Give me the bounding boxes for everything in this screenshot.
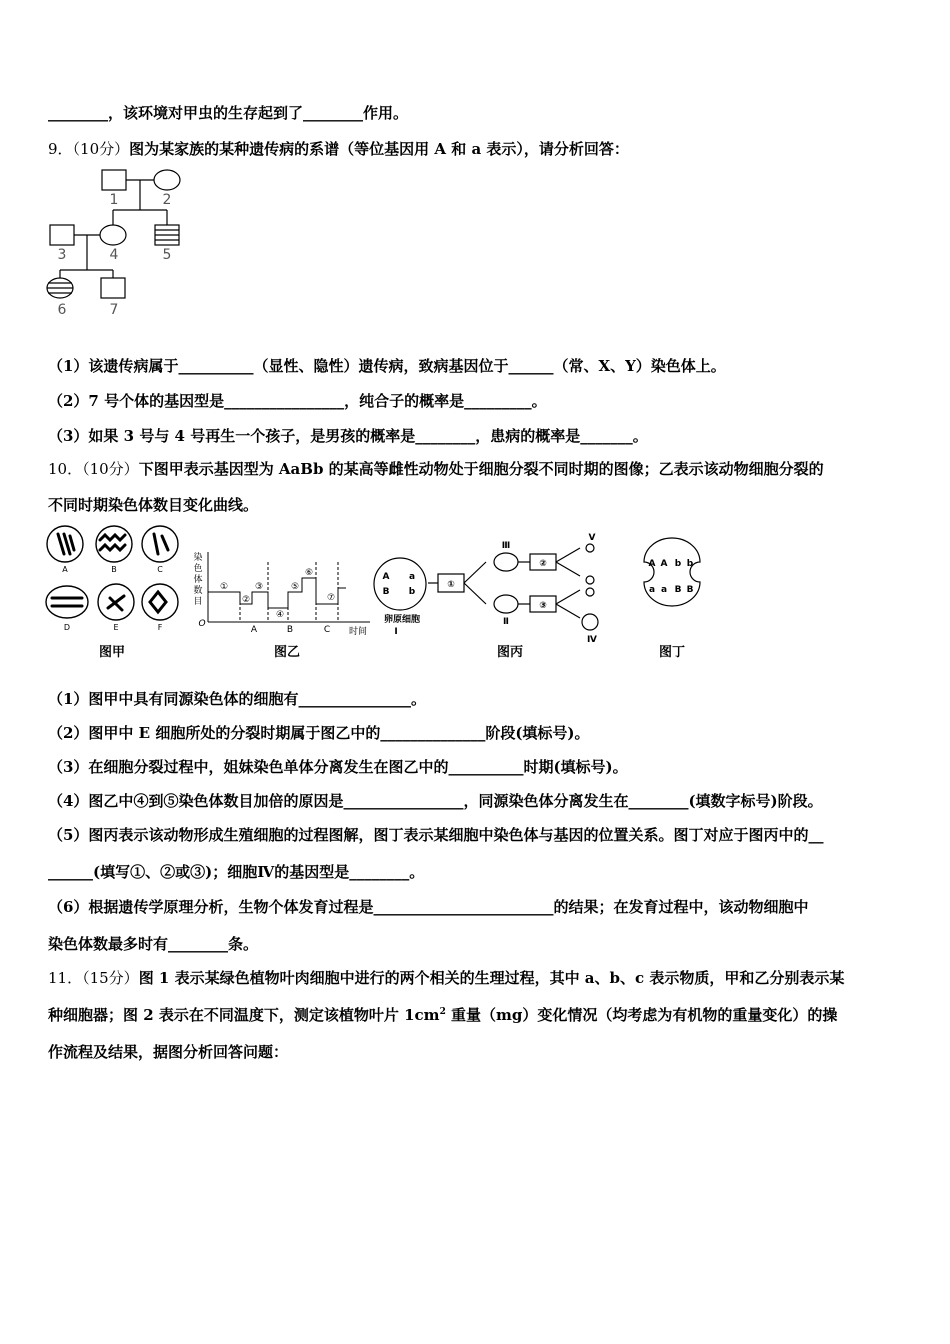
- yi-stage-2: ②: [241, 595, 251, 605]
- pedigree-label-4: 4: [109, 247, 119, 263]
- bing-step-2-label: ②: [539, 559, 547, 569]
- figure-ding: [644, 538, 700, 660]
- caption-jia: 图甲: [98, 645, 126, 660]
- q10-sub2: （2）图甲中 E 细胞所处的分裂时期属于图乙中的______________阶段(填标号)。: [48, 724, 590, 742]
- q11-stem-2-sup: 2: [439, 1007, 446, 1017]
- ding-cell: [644, 538, 700, 606]
- yi-origin: O: [198, 619, 206, 629]
- ding-gene-2: A: [660, 559, 668, 569]
- ding-gene-8: B: [686, 585, 694, 595]
- q11-stem-1: 图 1 表示某绿色植物叶肉细胞中进行的两个相关的生理过程，其中 a、b、c 表示物质，甲和乙分别表示某: [138, 969, 845, 987]
- figure-bing: [374, 533, 598, 660]
- bing-gene-B: B: [382, 587, 390, 597]
- cell-A: [47, 526, 83, 562]
- caption-ding: 图丁: [658, 645, 686, 660]
- answer-line-prev: ________，该环境对甲虫的生存起到了________作用。: [48, 104, 409, 122]
- cell-label-B: B: [111, 565, 117, 574]
- q10-sub4: （4）图乙中④到⑤染色体数目加倍的原因是________________，同源染色体分离发生在________(填数字标号)阶段。: [48, 792, 823, 810]
- bing-gene-A: A: [382, 572, 390, 582]
- bing-cell-I-label: Ⅰ: [394, 627, 398, 637]
- q9-sub1: （1）该遗传病属于__________（显性、隐性）遗传病，致病基因位于______（常、X、Y）染色体上。: [48, 357, 726, 375]
- bing-cell-III: [494, 553, 518, 571]
- ding-gene-3: b: [674, 559, 682, 569]
- q9-sub2: （2）7 号个体的基因型是________________，纯合子的概率是_________。: [48, 392, 547, 410]
- bing-cell-II-label: Ⅱ: [503, 617, 509, 627]
- pedigree-chart: [40, 160, 200, 320]
- ding-gene-7: B: [674, 585, 682, 595]
- yi-stage-4: ④: [275, 610, 285, 620]
- cell-label-A: A: [62, 565, 68, 574]
- bing-cell-III-label: Ⅲ: [501, 541, 511, 551]
- pedigree-label-1: 1: [109, 192, 119, 208]
- ding-gene-5: a: [648, 585, 656, 595]
- q9-sub3: （3）如果 3 号与 4 号再生一个孩子，是男孩的概率是________，患病的概率是_______。: [48, 427, 648, 445]
- q11-stem-2b: 重量（mg）变化情况（均考虑为有机物的重量变化）的操: [445, 1006, 838, 1024]
- q10-stem-1: 下图甲表示基因型为 AaBb 的某高等雌性动物处于细胞分裂不同时期的图像；乙表示该动物细胞分裂的: [138, 460, 824, 478]
- bing-cell-I: [374, 558, 426, 610]
- cell-C: [142, 526, 178, 562]
- cell-F: [142, 584, 178, 620]
- yi-xtick-C: C: [323, 625, 331, 635]
- caption-bing: 图丙: [496, 645, 524, 660]
- q10-sub6-line1: （6）根据遗传学原理分析，生物个体发育过程是________________________的结果；在发育过程中，该动物细胞中: [48, 898, 809, 916]
- q10-sub5-line1: （5）图丙表示该动物形成生殖细胞的过程图解，图丁表示某细胞中染色体与基因的位置关系。图丁对应于图丙中的__: [48, 826, 824, 844]
- pedigree-female-2: [154, 170, 180, 190]
- bing-gene-a: a: [408, 572, 416, 582]
- pedigree-label-2: 2: [162, 192, 172, 208]
- pedigree-male-7: [101, 278, 125, 298]
- pedigree-male-3: [50, 225, 74, 245]
- yi-stage-1: ①: [219, 582, 229, 592]
- q10-stem-2: 不同时期染色体数目变化曲线。: [48, 496, 259, 514]
- ding-gene-6: a: [660, 585, 668, 595]
- q10-sub1: （1）图甲中具有同源染色体的细胞有_______________。: [48, 690, 426, 708]
- bing-step-1-label: ①: [447, 580, 455, 590]
- yi-stage-7: ⑦: [326, 593, 336, 603]
- yi-ylabel-5: 目: [193, 597, 203, 607]
- bing-cell-V-label: Ⅴ: [588, 533, 596, 543]
- figure-jia: [46, 526, 178, 660]
- q9-number: 9．（10分）: [48, 140, 130, 158]
- cell-division-figures: [40, 522, 720, 667]
- figure-yi: [193, 551, 370, 660]
- q11-stem-2: [48, 1004, 837, 1025]
- pedigree-label-5: 5: [162, 247, 172, 263]
- cell-label-D: D: [63, 623, 71, 632]
- q10-sub6-line2: 染色体数最多时有________条。: [48, 935, 259, 953]
- q11-number: 11．（15分）: [48, 969, 139, 987]
- cell-label-E: E: [113, 623, 119, 632]
- cell-label-C: C: [157, 565, 163, 574]
- yi-xtick-B: B: [286, 625, 294, 635]
- yi-xlabel: 时间: [348, 627, 368, 637]
- yi-stage-6: ⑥: [304, 568, 314, 578]
- pedigree-label-7: 7: [109, 302, 119, 318]
- bing-cell-IV-label: Ⅳ: [587, 635, 597, 645]
- bing-step-3-label: ③: [539, 601, 547, 611]
- pedigree-male-1: [102, 170, 126, 190]
- ding-gene-1: A: [648, 559, 656, 569]
- q10-header: [48, 458, 824, 479]
- q10-sub5-line2: ______(填写①、②或③)；细胞Ⅳ的基因型是________。: [48, 863, 425, 881]
- pedigree-label-6: 6: [57, 302, 67, 318]
- q11-stem-3: 作流程及结果，据图分析回答问题：: [48, 1043, 289, 1061]
- q9-header: [48, 138, 629, 159]
- q11-stem-2a: 种细胞器；图 2 表示在不同温度下，测定该植物叶片 1cm: [48, 1006, 440, 1024]
- yi-stage-5: ⑤: [290, 582, 300, 592]
- bing-gene-b: b: [408, 587, 416, 597]
- caption-yi: 图乙: [273, 645, 301, 660]
- ding-gene-4: b: [686, 559, 694, 569]
- bing-egg-label: 卵原细胞: [383, 615, 421, 625]
- q10-number: 10．（10分）: [48, 460, 139, 478]
- bing-cell-II: [494, 595, 518, 613]
- cell-D: [46, 586, 88, 618]
- yi-ylabel-2: 色: [193, 564, 203, 574]
- yi-stage-3: ③: [254, 582, 264, 592]
- yi-ylabel-4: 数: [193, 586, 203, 596]
- cell-label-F: F: [157, 623, 163, 632]
- q10-sub3: （3）在细胞分裂过程中，姐妹染色单体分离发生在图乙中的__________时期(填标号)。: [48, 758, 628, 776]
- pedigree-female-4: [100, 225, 126, 245]
- yi-ylabel-1: 染: [193, 553, 203, 563]
- q9-stem: 图为某家族的某种遗传病的系谱（等位基因用 A 和 a 表示），请分析回答：: [129, 140, 629, 158]
- pedigree-label-3: 3: [57, 247, 67, 263]
- yi-xtick-A: A: [250, 625, 258, 635]
- yi-ylabel-3: 体: [193, 575, 203, 585]
- q11-header: [48, 967, 844, 988]
